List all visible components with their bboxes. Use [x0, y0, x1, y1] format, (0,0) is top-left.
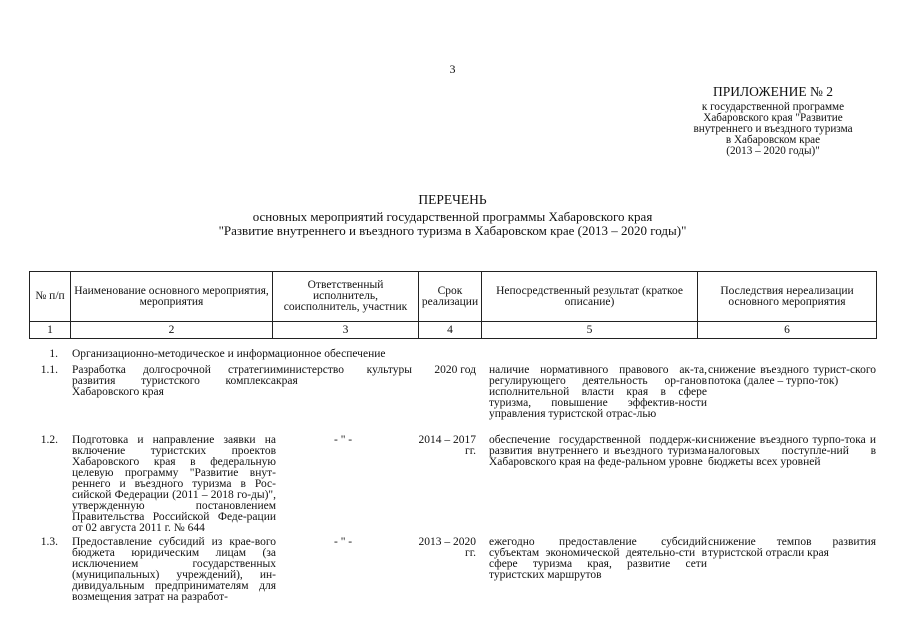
document-subtitle: [0, 210, 905, 238]
column-number: 5: [482, 322, 698, 339]
row-result: наличие нормативного правового ак-та, регулирующего деятельность ор-ганов исполнительной власти края в сфере туризма, повышение эффектив-ности управления туристской отрас-лью: [489, 364, 707, 420]
header-number: № п/п: [30, 272, 71, 322]
column-number: 3: [273, 322, 419, 339]
row-executor: - " -: [334, 536, 353, 548]
section-number: 1.: [49, 348, 58, 360]
appendix-subtitle-line: внутреннего и въездного туризма: [693, 123, 853, 135]
row-name: Подготовка и направление заявки на включение туристских проектов Хабаровского края в федеральную целевую программу "Развитие внут-реннего и въездного туризма в Рос-сийской Федерации (2011 – 2018 го-ды)", утвержденную постановлением Правительства Российской Феде-рации от 02 августа 2011 г. № 644: [72, 434, 276, 534]
row-number: 1.2.: [40, 434, 58, 446]
row-result: ежегодно предоставление субсидий субъектам экономической деятельно-сти в сфере туризма края, развитие сети туристских маршрутов: [489, 536, 707, 581]
row-result: обеспечение государственной поддерж-ки развития внутреннего и въездного туризма Хабаровского края на феде-ральном уровне: [489, 434, 707, 468]
appendix-title: ПРИЛОЖЕНИЕ № 2: [712, 84, 834, 99]
row-consequence: снижение въездного турист-ского потока (далее – турпо-ток): [708, 364, 876, 387]
appendix-subtitle: [672, 102, 874, 157]
column-number: 2: [71, 322, 273, 339]
header-name: Наименование основного мероприятия, мероприятия: [71, 272, 273, 322]
row-number: 1.1.: [40, 364, 58, 376]
document-subtitle-line: основных мероприятий государственной программы Хабаровского края: [252, 209, 653, 224]
row-consequence: снижение темпов развития туристской отрасли края: [708, 536, 876, 559]
appendix-subtitle-line: Хабаровского края "Развитие: [703, 112, 843, 124]
measures-table-header: [29, 271, 877, 339]
page-number: 3: [449, 62, 456, 76]
row-executor: - " -: [334, 434, 353, 446]
section-title: Организационно-методическое и информационное обеспечение: [72, 348, 386, 360]
header-term: Срок реализации: [419, 272, 482, 322]
row-term: 2013 – 2020 гг.: [418, 536, 476, 559]
column-number: 6: [698, 322, 877, 339]
document-title: ПЕРЕЧЕНЬ: [418, 192, 487, 207]
row-name: Предоставление субсидий из крае-вого бюджета юридическим лицам (за исключением государственных (муниципальных) учреждений), ин-дивидуальным предпринимателям для возмещения затрат на разработ-: [72, 536, 276, 603]
row-executor: министерство культуры края: [276, 364, 412, 387]
header-executor: Ответственный исполнитель, соисполнитель, участник: [273, 272, 419, 322]
appendix-subtitle-line: (2013 – 2020 годы)": [726, 145, 820, 157]
row-name: Разработка долгосрочной стратегии развития туристского комплекса Хабаровского края: [72, 364, 276, 398]
appendix-subtitle-line: в Хабаровском крае: [725, 134, 821, 146]
column-number: 4: [419, 322, 482, 339]
row-consequence: снижение въездного турпо-тока и налоговых поступле-ний в бюджеты всех уровней: [708, 434, 876, 468]
appendix-subtitle-line: к государственной программе: [701, 101, 845, 113]
row-term: 2014 – 2017 гг.: [418, 434, 476, 457]
column-number: 1: [30, 322, 71, 339]
row-number: 1.3.: [40, 536, 58, 548]
document-subtitle-line: "Развитие внутреннего и въездного туризма в Хабаровском крае (2013 – 2020 годы)": [218, 223, 687, 238]
header-result: Непосредственный результат (краткое описание): [482, 272, 698, 322]
row-term: 2020 год: [434, 364, 476, 376]
header-consequence: Последствия нереализации основного мероприятия: [698, 272, 877, 322]
